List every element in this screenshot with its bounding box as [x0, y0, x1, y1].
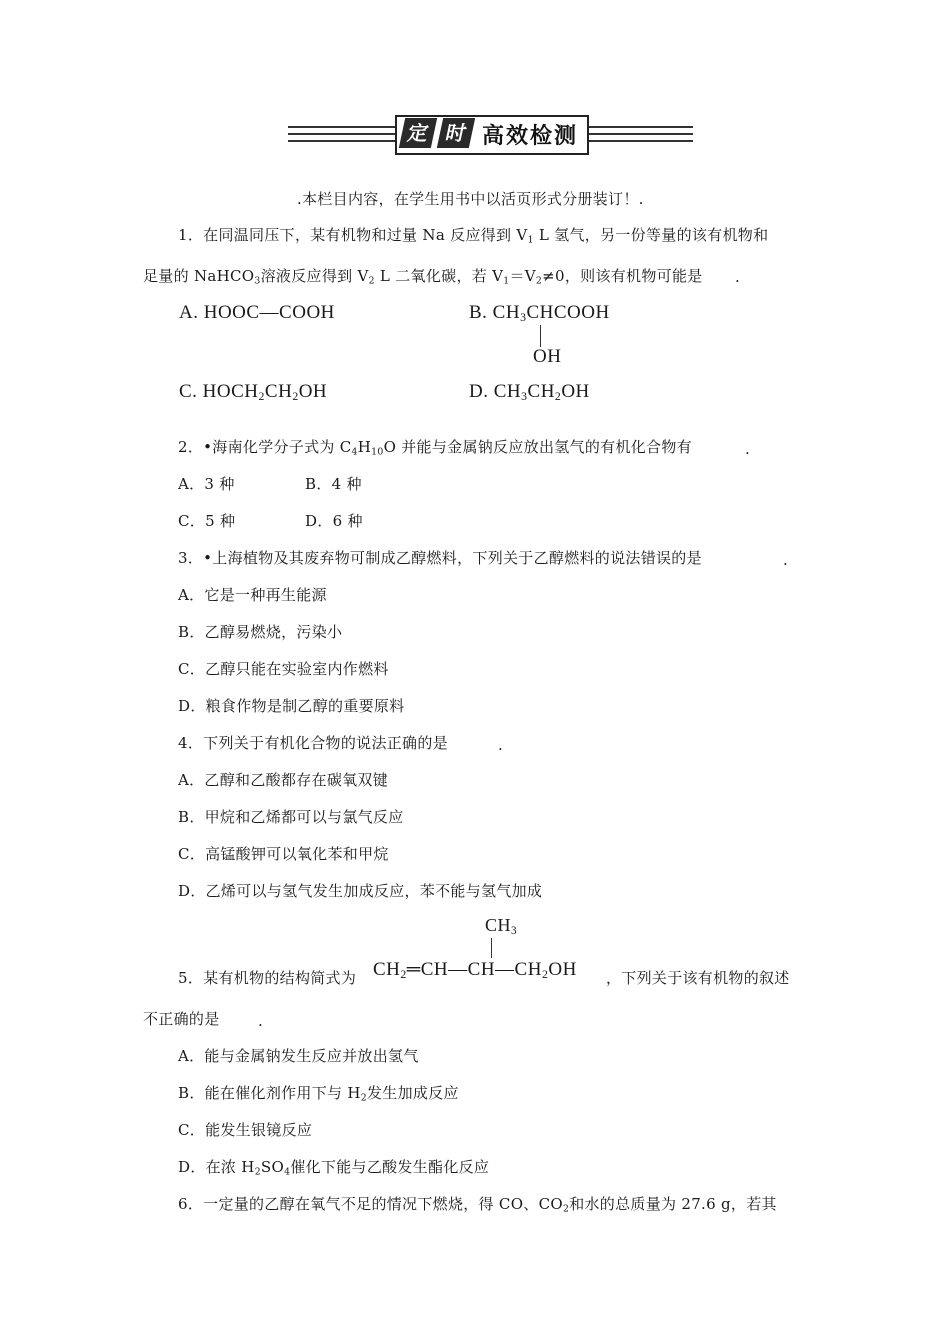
banner-rule-right-3: [585, 140, 693, 142]
banner-rule-right-2: [585, 133, 693, 135]
q5-option-b: [178, 1082, 459, 1103]
q1-option-b: [469, 302, 610, 324]
banner-badge-2: 时: [437, 118, 475, 148]
q1-b-prefix: B. CH: [469, 302, 521, 323]
q4-option-b: B．甲烷和乙烯都可以与氯气反应: [178, 808, 404, 826]
q5-b-b: 发生加成反应: [367, 1084, 459, 1102]
q4-answer-dot: .: [498, 736, 504, 754]
q1-answer-dot: .: [735, 268, 741, 286]
q1-text-b: L 氢气，另一份等量的该有机物和: [533, 226, 769, 244]
q3-option-b: B．乙醇易燃烧，污染小: [178, 623, 343, 641]
banner-rule-left-2: [288, 133, 396, 135]
q5-ch3-sub: 3: [511, 924, 518, 937]
q1-c-mid: CH: [264, 381, 293, 402]
q2-stem-b: H: [357, 438, 372, 456]
q5-f2-sub: 2: [541, 967, 549, 981]
q1-l2-sub3: 1: [503, 275, 510, 287]
q2-option-c: C．5 种: [178, 512, 236, 530]
q1-stem-line1: [178, 224, 768, 245]
q4-option-c: C．高锰酸钾可以氧化苯和甲烷: [178, 845, 389, 863]
q4-option-d: D．乙烯可以与氢气发生加成反应，苯不能与氢气加成: [178, 882, 543, 900]
q5-f2: ═CH—CH—CH: [406, 959, 542, 980]
q1-b-rest: CHCOOH: [526, 302, 610, 323]
q5-stem-b: ，下列关于该有机物的叙述: [606, 969, 790, 987]
q1-l2-b: 溶液反应得到 V: [260, 267, 369, 285]
q1-l2-c: L 二氧化碳，若 V: [374, 267, 504, 285]
q5-f3: OH: [548, 959, 577, 980]
q5-f1: CH: [373, 959, 401, 980]
q5-d-sub2: 4: [284, 1166, 291, 1178]
q1-c-sub2: 2: [292, 389, 299, 403]
q6-stem-b: 和水的总质量为 27.6 g，若其: [569, 1195, 777, 1213]
q1-c-rest: OH: [298, 381, 328, 402]
q5-methyl-group: [485, 915, 517, 936]
q1-l2-sub4: 2: [535, 275, 543, 287]
q2-stem-c: O 并能与金属钠反应放出氢气的有机化合物有: [383, 438, 692, 456]
q3-answer-dot: .: [783, 551, 789, 569]
q2-option-a: A．3 种: [178, 475, 235, 493]
q1-b-bond: [540, 325, 541, 347]
q2-option-d: D．6 种: [305, 512, 363, 530]
q2-stem-a: 2．•海南化学分子式为 C: [178, 438, 352, 456]
q2-answer-dot: .: [745, 440, 751, 458]
q1-l2-d: ＝V: [509, 267, 536, 285]
q3-stem: 3．•上海植物及其废弃物可制成乙醇燃料，下列关于乙醇燃料的说法错误的是: [178, 549, 702, 567]
q1-d-sub1: 3: [521, 389, 528, 403]
q2-stem: [178, 436, 692, 457]
q5-b-sub: 2: [360, 1092, 367, 1104]
q5-option-a: A．能与金属钠发生反应并放出氢气: [178, 1047, 419, 1065]
binding-notice: .本栏目内容，在学生用书中以活页形式分册装订！.: [297, 190, 644, 208]
banner-badge-1: 定: [399, 118, 437, 148]
q5-structural-formula: [373, 959, 577, 981]
q1-l2-a: 足量的 NaHCO: [143, 267, 255, 285]
q5-option-c: C．能发生银镜反应: [178, 1121, 313, 1139]
banner-rule-right-1: [585, 126, 693, 128]
q1-option-c: [179, 381, 327, 403]
q5-methyl-bond: [491, 938, 492, 958]
q1-stem-line2: [143, 265, 703, 286]
q5-answer-dot: .: [258, 1012, 264, 1030]
q5-stem-c: 不正确的是: [143, 1010, 220, 1028]
q3-option-a: A．它是一种再生能源: [178, 586, 327, 604]
q4-option-a: A．乙醇和乙酸都存在碳氧双键: [178, 771, 389, 789]
banner-rule-left-1: [288, 126, 396, 128]
q5-stem-a: 5．某有机物的结构简式为: [178, 969, 357, 987]
q1-d-prefix: D. CH: [469, 381, 522, 402]
q5-ch3: CH: [485, 915, 512, 935]
q5-d-c: 催化下能与乙酸发生酯化反应: [290, 1158, 490, 1176]
q1-d-rest: OH: [561, 381, 590, 402]
q1-d-sub2: 2: [554, 389, 562, 403]
q1-d-mid: CH: [527, 381, 555, 402]
q1-l2-sub1: 3: [254, 275, 261, 287]
q2-sub2: 10: [371, 446, 384, 458]
q1-option-a: A. HOOC—COOH: [179, 302, 335, 323]
q5-d-sub1: 2: [254, 1166, 261, 1178]
q1-b-sub: 3: [520, 310, 527, 324]
q5-option-d: [178, 1156, 489, 1177]
q1-text-a: 1．在同温同压下，某有机物和过量 Na 反应得到 V: [178, 226, 528, 244]
q1-c-prefix: C. HOCH: [179, 381, 259, 402]
q1-l2-sub2: 2: [368, 275, 375, 287]
q5-d-b: SO: [260, 1158, 285, 1176]
q5-b-a: B．能在催化剂作用下与 H: [178, 1084, 361, 1102]
q1-b-hydroxyl: OH: [533, 346, 562, 367]
q1-sub-v1: 1: [527, 234, 534, 246]
banner-rule-left-3: [288, 140, 396, 142]
q2-sub1: 4: [351, 446, 358, 458]
q3-option-c: C．乙醇只能在实验室内作燃料: [178, 660, 389, 678]
banner-title: 高效检测: [482, 124, 579, 149]
q6-sub: 2: [562, 1203, 570, 1215]
q1-option-d: [469, 381, 590, 403]
q2-option-b: B．4 种: [305, 475, 362, 493]
q3-option-d: D．粮食作物是制乙醇的重要原料: [178, 697, 405, 715]
q1-l2-e: ≠0，则该有机物可能是: [542, 267, 703, 285]
q5-f1-sub: 2: [400, 967, 407, 981]
q6-stem-a: 6．一定量的乙醇在氧气不足的情况下燃烧，得 CO、CO: [178, 1195, 563, 1213]
q5-d-a: D．在浓 H: [178, 1158, 255, 1176]
q4-stem: 4．下列关于有机化合物的说法正确的是: [178, 734, 448, 752]
q1-c-sub1: 2: [258, 389, 265, 403]
q6-stem: [178, 1193, 777, 1214]
